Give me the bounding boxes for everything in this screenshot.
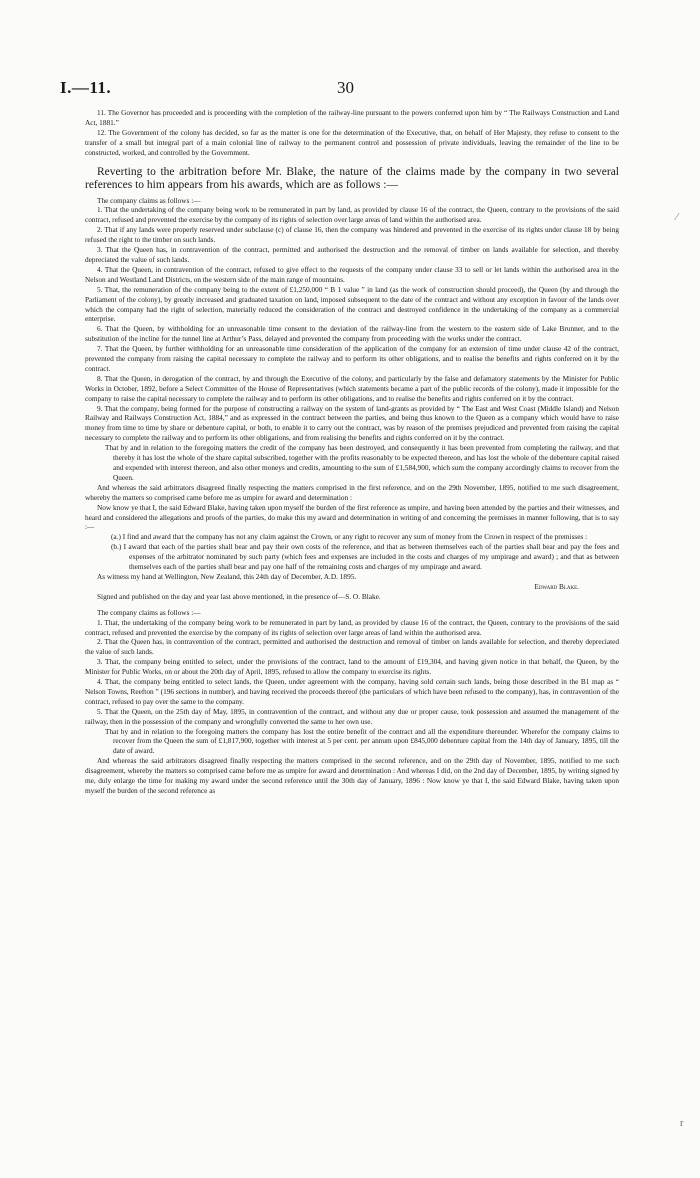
paragraph-11: 11. The Governor has proceeded and is proceeding with the completion of the railway-line pursuant to the powers conferred upon him by “ The Railways Construction and Land Act, 1881.” [85, 108, 619, 127]
arbitration-intro: Reverting to the arbitration before Mr. Blake, the nature of the claims made by the company in two several references to him appears from his awards, which are as follows :— [85, 165, 619, 192]
paragraph-12: 12. The Government of the colony has decided, so far as the matter is one for the determination of the Executive, that, on behalf of Her Majesty, they refuse to consent to the transfer of a small but integral part of a main colonial line of railway to the permanent control and possession of private individuals, leaving the remainder of the line to be constructed, worked, and controlled by the Government. [85, 127, 619, 157]
first-claim-6: 6. That the Queen, by withholding for an unreasonable time consent to the deviation of the railway-line from the western to the eastern side of Lake Brunner, and to the substitution of the incline for the tunnel line at Arthur’s Pass, delayed and prevented the company from proceeding with the works under the contract. [85, 324, 619, 344]
first-award-item-b: (b.) I award that each of the parties shall bear and pay their own costs of the reference, and that as between themselves each of the parties shall bear and pay the fees and expenses of the arbitrator nominated by such party (which fees and expenses are included in the costs and charges of my umpirage and award) ; and that as between themselves each of the parties shall bear and pay one half of the remaining costs and charges of my umpirage and award. [111, 542, 619, 572]
second-claim-3: 3. That, the company being entitled to select, under the provisions of the contract, land to the amount of £19,304, and having given notice in that behalf, the Queen, by the Minister for Public Works, on or about the 20th day of April, 1895, refused to allow the company to exercise its rights. [85, 657, 619, 677]
first-claim-9: 9. That the company, being formed for the purpose of constructing a railway on the system of land-grants as provided by “ The East and West Coast (Middle Island) and Nelson Railway and Railways Construction Act, 1884,” and as expressed in the contract between the parties, and being thus known to the Queen as a company which would have to raise money from time to time by share or debenture capital, or both, to enable it to carry out the contract, was by reason of the premises prejudiced and prevented from raising the capital necessary to complete the railway and to perform its other obligations, and from realising the benefits and rights conferred on it by the contract. [85, 403, 619, 443]
first-claim-5: 5. That, the remuneration of the company being to the extent of £1,250,000 “ B 1 value ” in land (as the work of construction should proceed), the Queen (by and through the Parliament of the colony), by greatly increased and graduated taxation on land, imposed subsequent to the date of the contract and without any exception in favour of the lands over which the company had the right of selection, materially reduced the consideration of the contract and destroyed confidence in the undertaking of the company as a commercial enterprise. [85, 284, 619, 324]
second-claims-summary: That by and in relation to the foregoing matters the company has lost the entire benefit of the contract and all the expenditure thereunder. Wherefor the company claims to recover from the Queen the sum of £1,817,900, together with interest at 5 per cent. per annum upon £845,000 debenture capital from the 14th day of January, 1895, till the date of award. [105, 726, 619, 756]
first-claims-summary: That by and in relation to the foregoing matters the credit of the company has been destroyed, and consequently it has been prevented from completing the railway, and that thereby it has lost the whole of the share capital subscribed, together with the profits reasonably to be expected thereon, and has lost the whole of the debenture capital raised and expended with interest thereon, and also other moneys and credits, amounting to the sum of £1,584,900, which sum the company accordingly claims to recover from the Queen. [105, 443, 619, 482]
page-number: 30 [337, 78, 354, 97]
second-claim-2: 2. That the Queen has, in contravention of the contract, permitted and authorised the destruction and removal of timber on lands available for selection, and thereby depreciated the value of such lands. [85, 637, 619, 657]
first-award-now: Now know ye that I, the said Edward Blake, having taken upon myself the burden of the first reference as umpire, and having been attended by the parties and their witnesses, and heard and considered the allegations and proofs of the parties, do make this my award and determination in writing of and concerning the premisses in manner following, that is to say :— [85, 502, 619, 532]
first-award-witness: As witness my hand at Wellington, New Zealand, this 24th day of December, A.D. 1895. [97, 571, 357, 581]
first-award-signature: Edward Blake. [534, 581, 579, 591]
second-claim-4: 4. That, the company being entitled to select lands, the Queen, under agreement with the company, having sold certain such lands, being those described in the B1 map as “ Nelson Towns, Reefton ” (196 sections in number), and having received the proceeds thereof (the particulars of which have been refused to the company), has, in contravention of the contract, refused to pay over the same to the company. [85, 677, 619, 706]
first-claims-intro: The company claims as follows :— [97, 195, 201, 205]
second-claim-5: 5. That the Queen, on the 25th day of May, 1895, in contravention of the contract, and without any due or proper cause, took possession and assumed the management of the railway, then in the possession of the company and wrongfully converted the same to her own use. [85, 706, 619, 726]
second-award-whereas: And whereas the said arbitrators disagreed finally respecting the matters comprised in the second reference, and on the 29th day of November, 1895, notified to me such disagreement, whereby the matters so comprised came before me as umpire for award and determination : And whereas I did, on the 2nd day of December, 1895, by writing signed by me, duly enlarge the time for making my award under the second reference until the 30th day of January, 1896 : Now know ye that I, the said Edward Blake, having taken upon myself the burden of the second reference as [85, 756, 619, 795]
second-claims-intro: The company claims as follows :— [97, 607, 201, 617]
first-claim-1: 1. That the undertaking of the company being work to be remunerated in part by land, as provided by clause 16 of the contract, the Queen, contrary to the provisions of the said contract, refused and prevented the exercise by the company of its rights of selection over large areas of land within the authorised area. [85, 205, 619, 225]
section-reference: I.—11. [60, 78, 112, 97]
first-claim-3: 3. That the Queen has, in contravention of the contract, permitted and authorised the destruction and the removal of timber on lands available for selection, and thereby depreciated the value of such lands. [85, 245, 619, 264]
first-award-whereas: And whereas the said arbitrators disagreed finally respecting the matters comprised in the first reference, and on the 29th November, 1895, notified to me such disagreement, whereby the matters so comprised came before me as umpire for award and determination : [85, 482, 619, 502]
margin-mark-icon: r [680, 1118, 684, 1129]
first-award-signed: Signed and published on the day and year last above mentioned, in the presence of—S. O. Blake. [97, 591, 381, 601]
first-award-item-a: (a.) I find and award that the company has not any claim against the Crown, or any right to recover any sum of money from the Crown in respect of the premisses : [111, 532, 588, 542]
document-body [85, 108, 619, 796]
first-claim-7: 7. That the Queen, by further withholding for an unreasonable time consideration of the application of the company for an extension of time under clause 42 of the contract, prevented the company from raising the capital necessary to complete the railway and to perform its other obligations, and to realise the benefits and rights conferred on it by the contract. [85, 344, 619, 373]
first-claim-4: 4. That the Queen, in contravention of the contract, refused to give effect to the requests of the company under clause 33 to sell or let lands within the authorised area in the Nelson and Westland Land Districts, on the western side of the main range of mountains. [85, 264, 619, 284]
first-claim-8: 8. That the Queen, in derogation of the contract, by and through the Executive of the colony, and particularly by the false and defamatory statements by the Minister for Public Works in October, 1892, before a Select Committee of the House of Representatives (which statements became a part of the public records of the colony), made it impossible for the company to raise the capital necessary to complete the railway and to perform its other obligations, and to realise the benefits and rights conferred on it by the contract. [85, 373, 619, 403]
first-claim-2: 2. That if any lands were properly reserved under subclause (c) of clause 16, then the company was hindered and prevented in the exercise of its rights under clause 18 by being refused the right to the timber on such lands. [85, 225, 619, 245]
second-claim-1: 1. That, the undertaking of the company being work to be remunerated in part by land, as provided by clause 16 of the contract, the Queen, contrary to the provisions of the said contract, refused and prevented the exercise by the company of its rights of selection over large areas of land within the authorised area. [85, 617, 619, 637]
margin-mark-icon: ⁄ [676, 212, 678, 223]
